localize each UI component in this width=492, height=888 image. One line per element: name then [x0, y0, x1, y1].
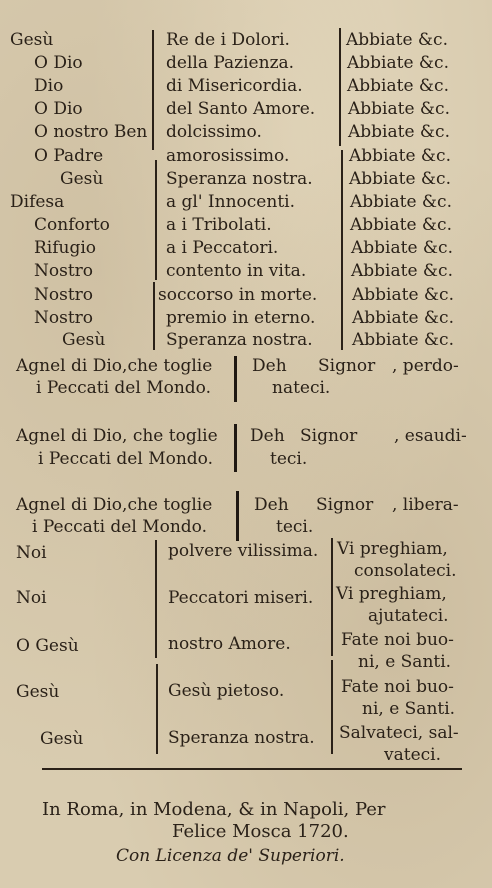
column-rule: [341, 150, 343, 350]
agnus-response-end: , libera-: [392, 495, 459, 515]
litany-right: Abbiate &c.: [351, 238, 453, 258]
prayer-left: Gesù: [40, 729, 84, 749]
brace-rule: [234, 356, 237, 402]
imprint-line1: In Roma, in Modena, & in Napoli, Per: [42, 799, 386, 820]
litany-mid: della Pazienza.: [166, 53, 295, 73]
prayer-mid: Peccatori miseri.: [168, 588, 314, 608]
litany-left: Rifugio: [34, 238, 97, 258]
litany-right: Abbiate &c.: [352, 308, 454, 328]
prayer-mid: nostro Amore.: [168, 634, 291, 654]
agnus-response-end: , perdo-: [392, 356, 459, 376]
column-rule: [153, 282, 155, 350]
litany-mid: amorosissimo.: [166, 146, 290, 166]
agnus-line1: Agnel di Dio, che toglie: [16, 426, 218, 446]
agnus-line2: i Peccati del Mondo.: [36, 378, 212, 398]
prayer-right2: consolateci.: [354, 561, 457, 581]
imprint-license: Con Licenza de' Superiori.: [116, 846, 345, 866]
prayer-right1: Fate noi buo-: [341, 677, 454, 697]
agnus-response-deh: Deh: [250, 426, 285, 446]
litany-mid: del Santo Amore.: [166, 99, 316, 119]
column-rule: [156, 664, 158, 754]
litany-mid: a i Peccatori.: [166, 238, 279, 258]
litany-mid: Speranza nostra.: [166, 330, 313, 350]
litany-right: Abbiate &c.: [352, 330, 454, 350]
prayer-right1: Fate noi buo-: [341, 630, 454, 650]
litany-left: O Dio: [34, 53, 83, 73]
litany-right: Abbiate &c.: [348, 122, 450, 142]
column-rule: [155, 540, 157, 658]
agnus-response-line2: teci.: [270, 449, 308, 469]
bottom-rule: [42, 768, 462, 770]
litany-mid: Speranza nostra.: [166, 169, 313, 189]
litany-mid: Re de i Dolori.: [166, 30, 290, 50]
prayer-right2: ni, e Santi.: [358, 652, 452, 672]
litany-mid: contento in vita.: [166, 261, 307, 281]
prayer-left: Noi: [16, 543, 47, 563]
prayer-left: Gesù: [16, 682, 60, 702]
litany-mid: soccorso in morte.: [158, 285, 318, 305]
agnus-response-deh: Deh: [252, 356, 287, 376]
agnus-response-signor: Signor: [316, 495, 374, 515]
prayer-right1: Salvateci, sal-: [339, 723, 459, 743]
prayer-mid: Speranza nostra.: [168, 728, 315, 748]
agnus-response-line2: teci.: [276, 517, 314, 537]
column-rule: [339, 28, 341, 146]
litany-left: Difesa: [10, 192, 65, 212]
litany-left: O Dio: [34, 99, 83, 119]
litany-left: O nostro Ben: [34, 122, 148, 142]
litany-right: Abbiate &c.: [347, 53, 449, 73]
agnus-line2: i Peccati del Mondo.: [38, 449, 214, 469]
brace-rule: [236, 491, 239, 541]
litany-mid: a gl' Innocenti.: [166, 192, 295, 212]
litany-right: Abbiate &c.: [352, 285, 454, 305]
litany-left: Gesù: [62, 330, 106, 350]
litany-right: Abbiate &c.: [351, 261, 453, 281]
litany-mid: premio in eterno.: [166, 308, 316, 328]
litany-right: Abbiate &c.: [348, 99, 450, 119]
litany-left: Dio: [34, 76, 64, 96]
agnus-response-line2: nateci.: [272, 378, 331, 398]
litany-right: Abbiate &c.: [350, 215, 452, 235]
litany-left: Gesù: [60, 169, 104, 189]
litany-left: Conforto: [34, 215, 110, 235]
prayer-right2: ajutateci.: [368, 606, 449, 626]
litany-right: Abbiate &c.: [349, 146, 451, 166]
litany-left: Nostro: [34, 285, 94, 305]
litany-right: Abbiate &c.: [349, 169, 451, 189]
litany-right: Abbiate &c.: [346, 30, 448, 50]
litany-left: Nostro: [34, 261, 94, 281]
column-rule: [155, 160, 157, 280]
column-rule: [331, 660, 333, 754]
imprint-line2: Felice Mosca 1720.: [172, 821, 349, 842]
prayer-right1: Vi preghiam,: [337, 539, 448, 559]
prayer-mid: polvere vilissima.: [168, 541, 319, 561]
prayer-right1: Vi preghiam,: [336, 584, 447, 604]
brace-rule: [234, 424, 237, 472]
prayer-left: O Gesù: [16, 636, 79, 656]
agnus-line1: Agnel di Dio,che toglie: [16, 356, 213, 376]
litany-mid: di Misericordia.: [166, 76, 303, 96]
prayer-right2: vateci.: [384, 745, 441, 765]
prayer-mid: Gesù pietoso.: [168, 681, 285, 701]
litany-left: Gesù: [10, 30, 54, 50]
litany-mid: dolcissimo.: [166, 122, 262, 142]
litany-left: Nostro: [34, 308, 94, 328]
litany-mid: a i Tribolati.: [166, 215, 272, 235]
agnus-response-deh: Deh: [254, 495, 289, 515]
agnus-response-signor: Signor: [318, 356, 376, 376]
litany-right: Abbiate &c.: [350, 192, 452, 212]
litany-left: O Padre: [34, 146, 104, 166]
agnus-response-signor: Signor: [300, 426, 358, 446]
agnus-line2: i Peccati del Mondo.: [32, 517, 208, 537]
column-rule: [152, 30, 154, 150]
prayer-left: Noi: [16, 588, 47, 608]
litany-right: Abbiate &c.: [347, 76, 449, 96]
prayer-right2: ni, e Santi.: [362, 699, 456, 719]
agnus-line1: Agnel di Dio,che toglie: [16, 495, 213, 515]
column-rule: [331, 538, 333, 656]
agnus-response-end: , esaudi-: [394, 426, 467, 446]
